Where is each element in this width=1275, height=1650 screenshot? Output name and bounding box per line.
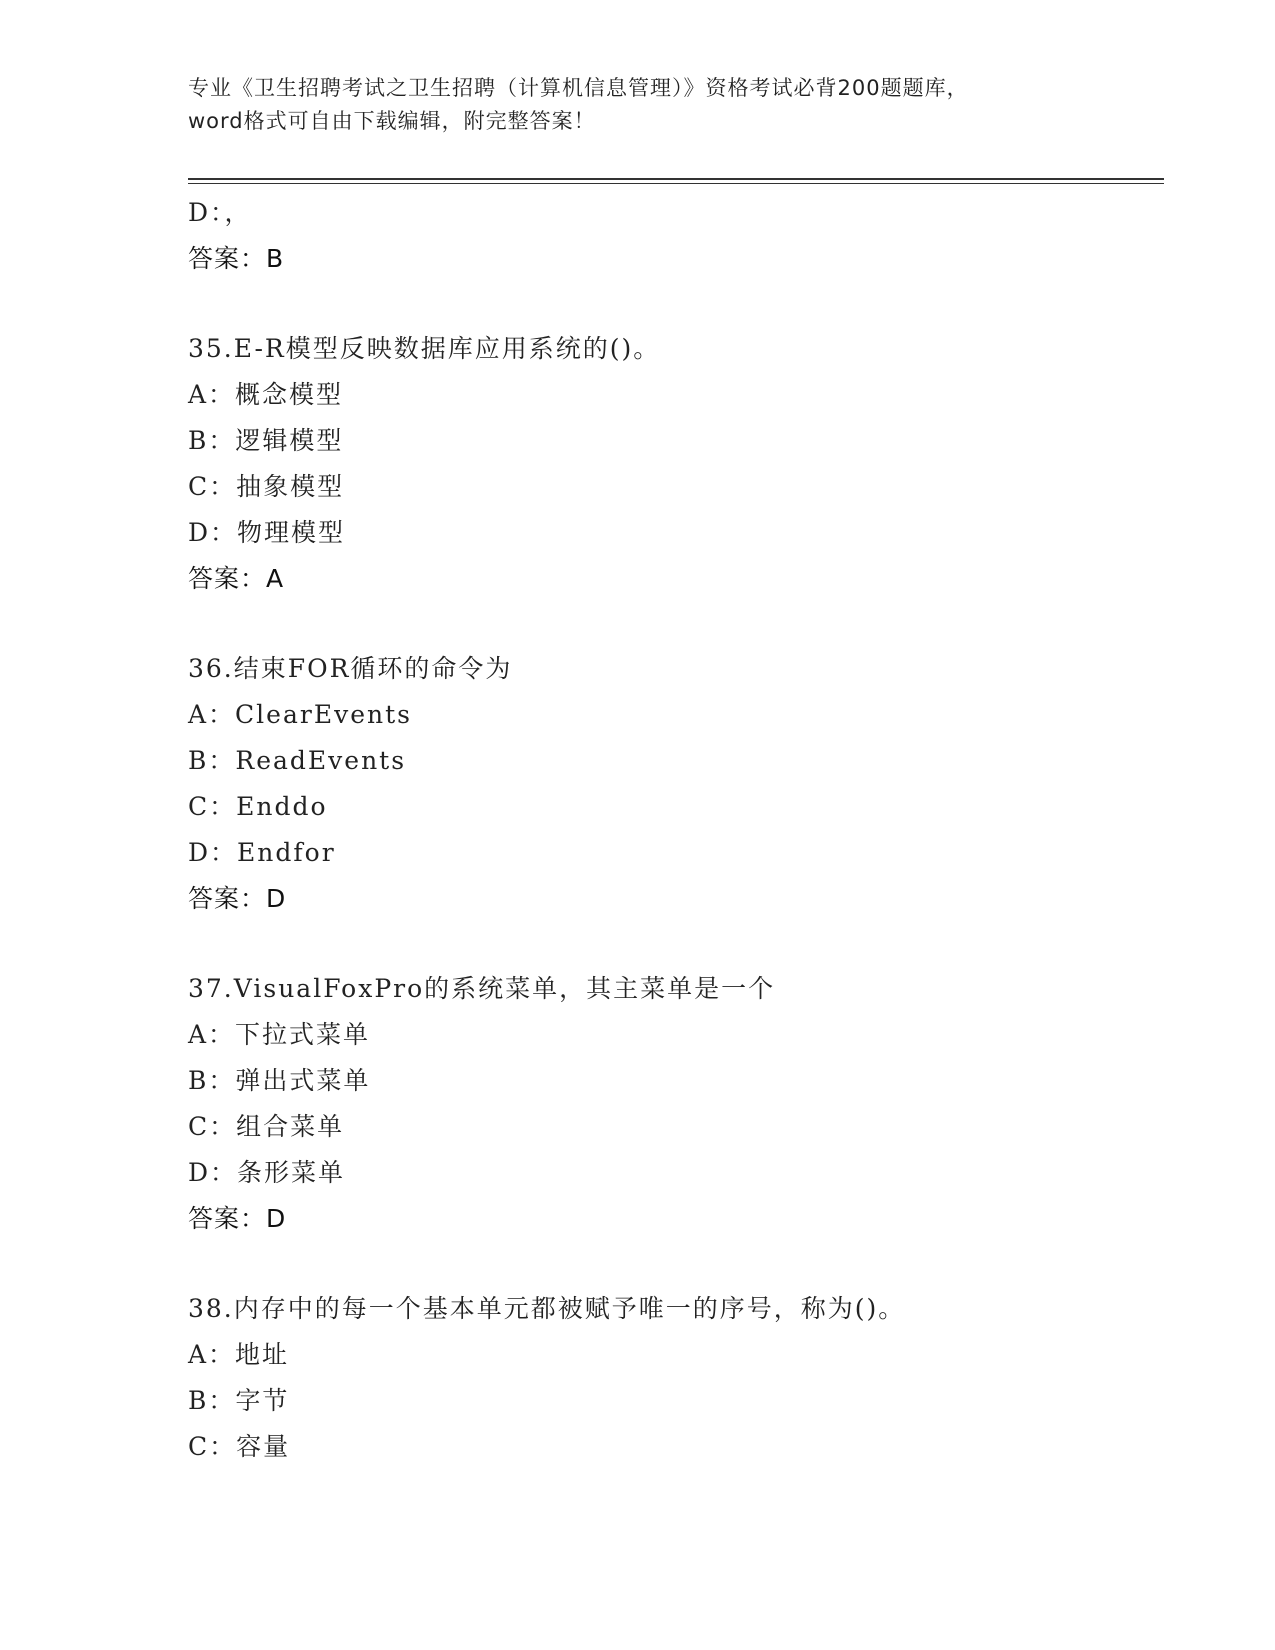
question-stem: 38.内存中的每一个基本单元都被赋予唯一的序号，称为()。 bbox=[188, 1294, 906, 1323]
option-b: B：弹出式菜单 bbox=[188, 1066, 371, 1095]
header-title-line-1: 专业《卫生招聘考试之卫生招聘（计算机信息管理）》资格考试必背200题题库， bbox=[188, 76, 969, 100]
question-stem: 37.VisualFoxPro的系统菜单，其主菜单是一个 bbox=[188, 974, 776, 1003]
question-fragment bbox=[188, 190, 1148, 282]
option-a: A：下拉式菜单 bbox=[188, 1020, 371, 1049]
option-d: D：物理模型 bbox=[188, 518, 346, 547]
option-c: C：Enddo bbox=[188, 792, 328, 821]
answer-line: 答案：D bbox=[188, 884, 287, 913]
option-a: A：ClearEvents bbox=[188, 700, 412, 729]
option-a: A：概念模型 bbox=[188, 380, 344, 409]
answer-line: 答案：A bbox=[188, 564, 285, 593]
option-b: B：ReadEvents bbox=[188, 746, 407, 775]
question-list bbox=[188, 190, 1148, 1470]
option-d: D：条形菜单 bbox=[188, 1158, 346, 1187]
header-title-line-2: word格式可自由下载编辑，附完整答案！ bbox=[188, 109, 596, 133]
question-stem: 35.E-R模型反映数据库应用系统的()。 bbox=[188, 334, 661, 363]
answer-line: 答案：D bbox=[188, 1204, 287, 1233]
question-35 bbox=[188, 326, 1148, 602]
question-36 bbox=[188, 646, 1148, 922]
question-37 bbox=[188, 966, 1148, 1242]
document-header bbox=[188, 72, 1088, 138]
option-d: D：Endfor bbox=[188, 838, 336, 867]
answer-line: 答案：B bbox=[188, 244, 285, 273]
option-a: A：地址 bbox=[188, 1340, 290, 1369]
option-c: C：组合菜单 bbox=[188, 1112, 345, 1141]
question-38 bbox=[188, 1286, 1148, 1470]
option-d: D：， bbox=[188, 198, 252, 227]
question-stem: 36.结束FOR循环的命令为 bbox=[188, 654, 513, 683]
option-c: C：容量 bbox=[188, 1432, 291, 1461]
header-divider-thin bbox=[188, 183, 1164, 184]
header-divider-thick bbox=[188, 178, 1164, 180]
option-b: B：字节 bbox=[188, 1386, 290, 1415]
option-b: B：逻辑模型 bbox=[188, 426, 344, 455]
option-c: C：抽象模型 bbox=[188, 472, 345, 501]
